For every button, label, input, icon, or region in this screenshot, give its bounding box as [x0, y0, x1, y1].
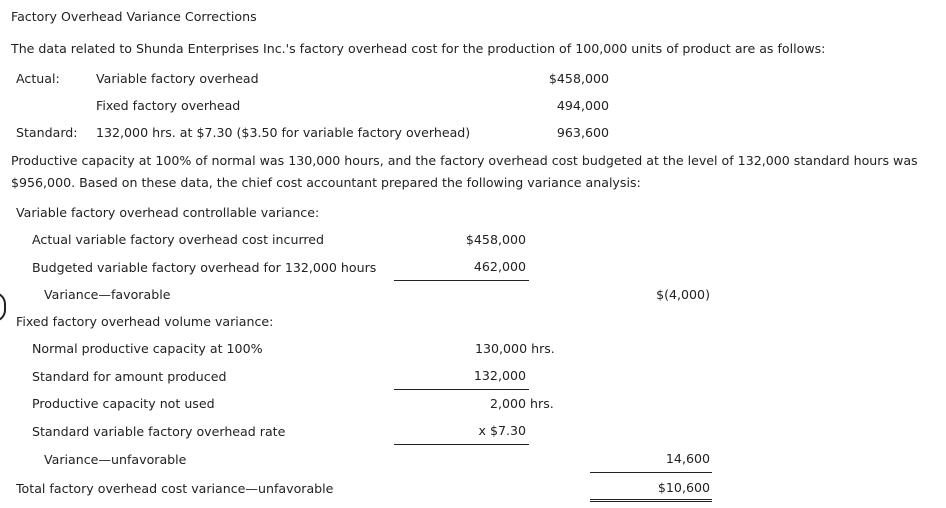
unfavorable-variance-label: Variance—unfavorable	[44, 452, 187, 467]
actual-incurred-label: Actual variable factory overhead cost incurred	[32, 232, 325, 247]
controllable-variance-heading: Variable factory overhead controllable variance:	[16, 205, 320, 220]
capacity-not-used-label: Productive capacity not used	[32, 396, 215, 411]
unfavorable-underline	[590, 472, 712, 473]
fixed-overhead-amount: 494,000	[556, 98, 609, 113]
capacity-not-used-amount: 2,000 hrs.	[490, 396, 554, 411]
budgeted-label: Budgeted variable factory overhead for 132,000 hours	[32, 260, 377, 275]
budgeted-amount: 462,000	[473, 259, 526, 274]
normal-capacity-amount: 130,000 hrs.	[475, 341, 555, 356]
overhead-rate-underline	[394, 444, 529, 445]
actual-label: Actual:	[16, 71, 60, 86]
unfavorable-variance-amount: 14,600	[665, 451, 710, 466]
actual-incurred-amount: $458,000	[465, 232, 526, 247]
intro-text: The data related to Shunda Enterprises Inc.'s factory overhead cost for the production of 100,000 units of product are as follows:	[11, 41, 826, 56]
variable-overhead-label: Variable factory overhead	[96, 71, 259, 86]
favorable-variance-label: Variance—favorable	[44, 287, 171, 302]
overhead-rate-label: Standard variable factory overhead rate	[32, 424, 286, 439]
standard-produced-underline	[394, 389, 529, 390]
standard-produced-label: Standard for amount produced	[32, 369, 227, 384]
total-variance-amount: $10,600	[657, 480, 710, 495]
standard-amount: 963,600	[556, 125, 609, 140]
paragraph-line-1: Productive capacity at 100% of normal was 130,000 hours, and the factory overhead cost budgeted at the level of 132,000 standard hours was	[11, 153, 918, 168]
standard-label: Standard:	[16, 125, 78, 140]
favorable-variance-amount: $(4,000)	[656, 287, 710, 302]
page-title: Factory Overhead Variance Corrections	[11, 9, 257, 24]
standard-description: 132,000 hrs. at $7.30 ($3.50 for variable factory overhead)	[96, 125, 471, 140]
budgeted-underline	[394, 280, 529, 281]
volume-variance-heading: Fixed factory overhead volume variance:	[16, 314, 274, 329]
paragraph-line-2: $956,000. Based on these data, the chief cost accountant prepared the following variance analysis:	[11, 175, 641, 190]
fixed-overhead-label: Fixed factory overhead	[96, 98, 241, 113]
overhead-rate-amount: x $7.30	[478, 423, 526, 438]
margin-bracket-mark	[0, 292, 6, 322]
total-variance-label: Total factory overhead cost variance—unfavorable	[16, 481, 334, 496]
variable-overhead-amount: $458,000	[548, 71, 609, 86]
standard-produced-amount: 132,000	[473, 368, 526, 383]
total-double-underline	[590, 499, 712, 502]
normal-capacity-label: Normal productive capacity at 100%	[32, 341, 263, 356]
